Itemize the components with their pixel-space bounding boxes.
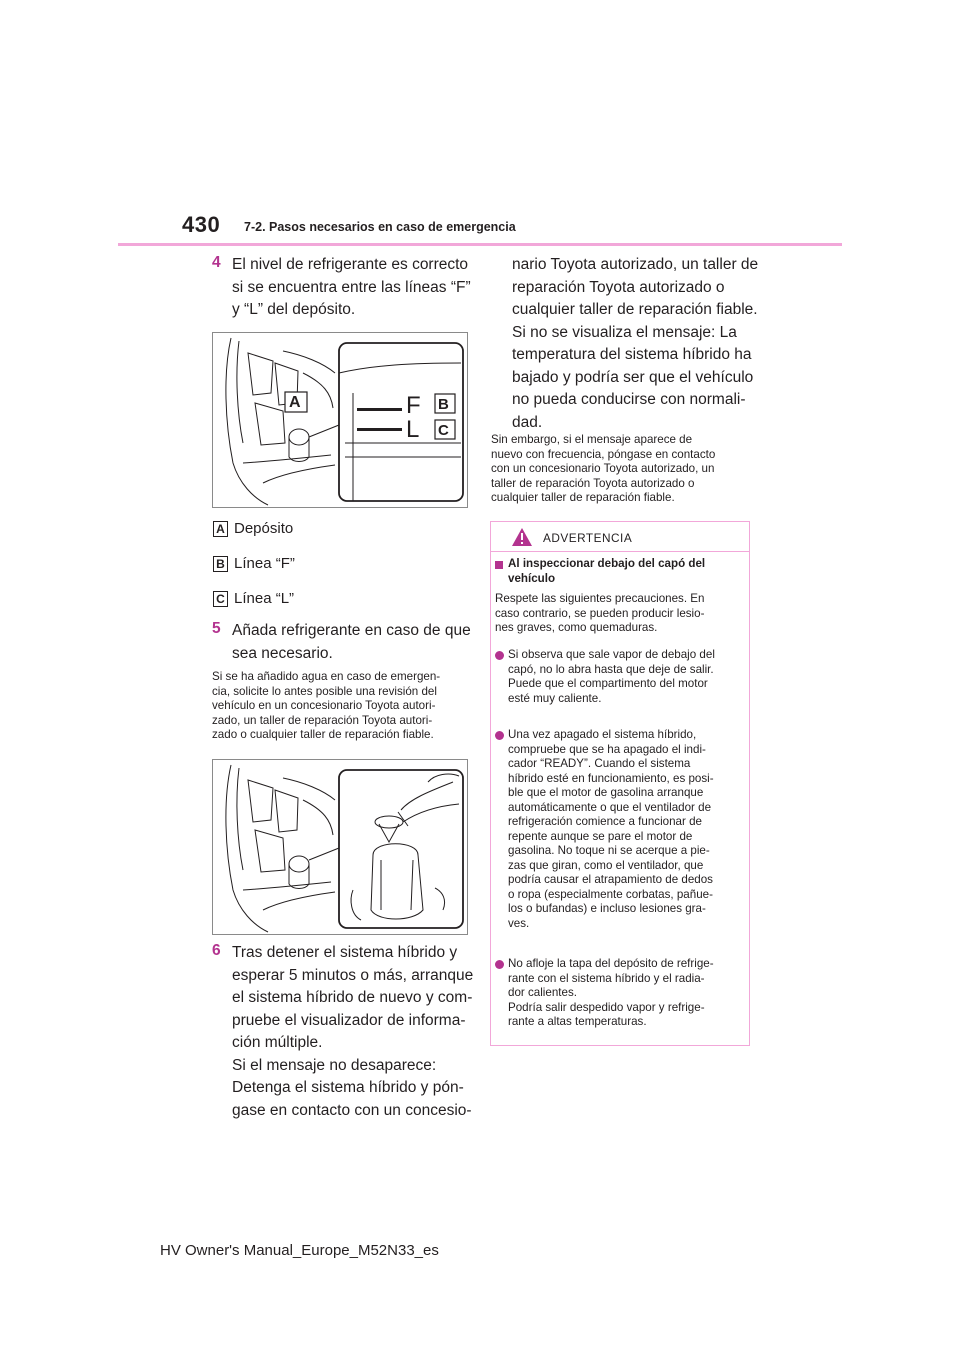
step-5-line: Añada refrigerante en caso de que bbox=[232, 622, 471, 639]
step-4-number: 4 bbox=[212, 254, 221, 271]
warning-box bbox=[490, 521, 750, 1046]
bullet-line: automáticamente o que el ventilador de bbox=[508, 800, 712, 814]
step-5-line: sea necesario. bbox=[232, 644, 333, 662]
square-bullet-icon bbox=[495, 561, 503, 569]
warning-intro-line: nes graves, como quemaduras. bbox=[495, 621, 658, 634]
footer-manual-id: HV Owner's Manual_Europe_M52N33_es bbox=[160, 1242, 439, 1259]
bullet-line: repente aunque se pare el motor de bbox=[508, 829, 693, 843]
section-title: 7-2. Pasos necesarios en caso de emergencia bbox=[244, 220, 516, 234]
step-4-line: si se encuentra entre las líneas “F” bbox=[232, 278, 471, 296]
bullet-line: o ropa (especialmente corbatas, pañue- bbox=[508, 887, 713, 901]
warning-heading-line: vehículo bbox=[508, 571, 556, 585]
bullet-line: los o bufandas) e incluso lesiones gra- bbox=[508, 902, 706, 915]
bullet-line: gasolina. No toque ni se acerque a pie- bbox=[508, 844, 710, 857]
warning-title: ADVERTENCIA bbox=[543, 531, 633, 545]
note-line: Sin embargo, si el mensaje aparece de bbox=[491, 433, 693, 446]
continued-line: bajado y podría ser que el vehículo bbox=[512, 368, 754, 386]
note-line: Si se ha añadido agua en caso de emergen- bbox=[212, 670, 441, 683]
header-rule bbox=[118, 243, 842, 246]
warning-intro-line: caso contrario, se pueden producir lesio- bbox=[495, 606, 705, 620]
callout-c: C bbox=[438, 422, 449, 439]
continued-line: cualquier taller de reparación fiable. bbox=[512, 301, 758, 318]
bullet-line: No afloje la tapa del depósito de refrige- bbox=[508, 957, 714, 970]
note-line: cualquier taller de reparación fiable. bbox=[491, 491, 675, 504]
bullet-line: Una vez apagado el sistema híbrido, bbox=[508, 728, 697, 741]
bullet-line: esté muy caliente. bbox=[508, 691, 602, 705]
callout-b: B bbox=[438, 396, 449, 413]
circle-bullet-icon bbox=[495, 960, 504, 969]
step-6-line: el sistema híbrido de nuevo y com- bbox=[232, 989, 473, 1006]
continued-line: Si no se visualiza el mensaje: La bbox=[512, 323, 737, 341]
bullet-line: capó, no lo abra hasta que deje de salir. bbox=[508, 662, 714, 676]
circle-bullet-icon bbox=[495, 731, 504, 740]
label-box: B bbox=[213, 556, 228, 572]
step-6-line: ción múltiple. bbox=[232, 1034, 323, 1051]
step-4-line: El nivel de refrigerante es correcto bbox=[232, 256, 469, 273]
reservoir-level-illustration bbox=[213, 333, 467, 507]
line-l-letter: L bbox=[406, 416, 420, 443]
line-f-letter: F bbox=[406, 392, 421, 419]
callout-a: A bbox=[289, 394, 301, 411]
warning-header bbox=[491, 522, 749, 552]
warning-heading-line: Al inspeccionar debajo del capó del bbox=[508, 557, 706, 570]
bullet-line: rante a altas temperaturas. bbox=[508, 1015, 647, 1028]
bullet-line: ble que el motor de gasolina arranque bbox=[508, 786, 704, 799]
label-box: A bbox=[213, 521, 228, 537]
note-line: cia, solicite lo antes posible una revisión del bbox=[212, 684, 437, 698]
warning-intro bbox=[495, 592, 745, 636]
continued-line: nario Toyota autorizado, un taller de bbox=[512, 256, 759, 273]
reservoir-level-figure bbox=[212, 332, 468, 508]
circle-bullet-icon bbox=[495, 651, 504, 660]
water-note bbox=[212, 670, 472, 743]
note-line: taller de reparación Toyota autorizado o bbox=[491, 476, 695, 490]
bullet-line: Podría salir despedido vapor y refrige- bbox=[508, 1000, 705, 1014]
step-6-continued bbox=[512, 254, 772, 434]
step-6-line: Si el mensaje no desaparece: bbox=[232, 1056, 437, 1074]
repeat-message-note bbox=[491, 433, 761, 506]
label-text: Línea “F” bbox=[234, 555, 295, 572]
label-text: Depósito bbox=[234, 520, 294, 537]
bullet-line: Puede que el compartimento del motor bbox=[508, 677, 708, 690]
continued-line: dad. bbox=[512, 413, 543, 431]
continued-line: reparación Toyota autorizado o bbox=[512, 278, 725, 296]
step-6-line: esperar 5 minutos o más, arranque bbox=[232, 966, 474, 984]
step-6-line: Tras detener el sistema híbrido y bbox=[232, 944, 458, 961]
add-coolant-illustration bbox=[213, 760, 467, 934]
label-deposito bbox=[213, 520, 413, 538]
bullet-line: ves. bbox=[508, 916, 530, 930]
bullet-line: cador “READY”. Cuando el sistema bbox=[508, 757, 691, 770]
bullet-line: refrigeración comience a funcionar de bbox=[508, 815, 702, 828]
page-number: 430 bbox=[182, 212, 221, 237]
label-linea-l bbox=[213, 590, 413, 608]
label-box: C bbox=[213, 591, 228, 607]
note-line: con un concesionario Toyota autorizado, un bbox=[491, 462, 715, 475]
warning-triangle-icon bbox=[511, 527, 533, 547]
note-line: zado, un taller de reparación Toyota autori- bbox=[212, 713, 433, 727]
warning-intro-line: Respete las siguientes precauciones. En bbox=[495, 592, 705, 605]
bullet-line: compruebe que se ha apagado el indi- bbox=[508, 742, 706, 756]
continued-line: no pueda conducirse con normali- bbox=[512, 391, 746, 408]
step-6-number: 6 bbox=[212, 942, 221, 959]
note-line: nuevo con frecuencia, póngase en contacto bbox=[491, 447, 716, 461]
step-5-number: 5 bbox=[212, 620, 221, 637]
step-6-line: Detenga el sistema híbrido y pón- bbox=[232, 1079, 464, 1096]
bullet-line: dor calientes. bbox=[508, 986, 577, 999]
bullet-line: Si observa que sale vapor de debajo del bbox=[508, 648, 715, 661]
bullet-line: rante con el sistema híbrido y el radia- bbox=[508, 971, 705, 985]
step-6-line: pruebe el visualizador de informa- bbox=[232, 1011, 466, 1029]
continued-line: temperatura del sistema híbrido ha bbox=[512, 346, 752, 363]
label-text: Línea “L” bbox=[234, 590, 295, 607]
step-4-line: y “L” del depósito. bbox=[232, 301, 356, 318]
step-6-line: gase en contacto con un concesio- bbox=[232, 1101, 472, 1119]
bullet-line: zas que giran, como el ventilador, que bbox=[508, 858, 704, 872]
note-line: zado o cualquier taller de reparación fiable. bbox=[212, 728, 434, 741]
note-line: vehículo en un concesionario Toyota autori- bbox=[212, 699, 436, 712]
bullet-line: podría causar el atrapamiento de dedos bbox=[508, 873, 713, 886]
bullet-line: híbrido esté en funcionamiento, es posi- bbox=[508, 771, 714, 785]
label-linea-f bbox=[213, 555, 413, 573]
add-coolant-figure bbox=[212, 759, 468, 935]
